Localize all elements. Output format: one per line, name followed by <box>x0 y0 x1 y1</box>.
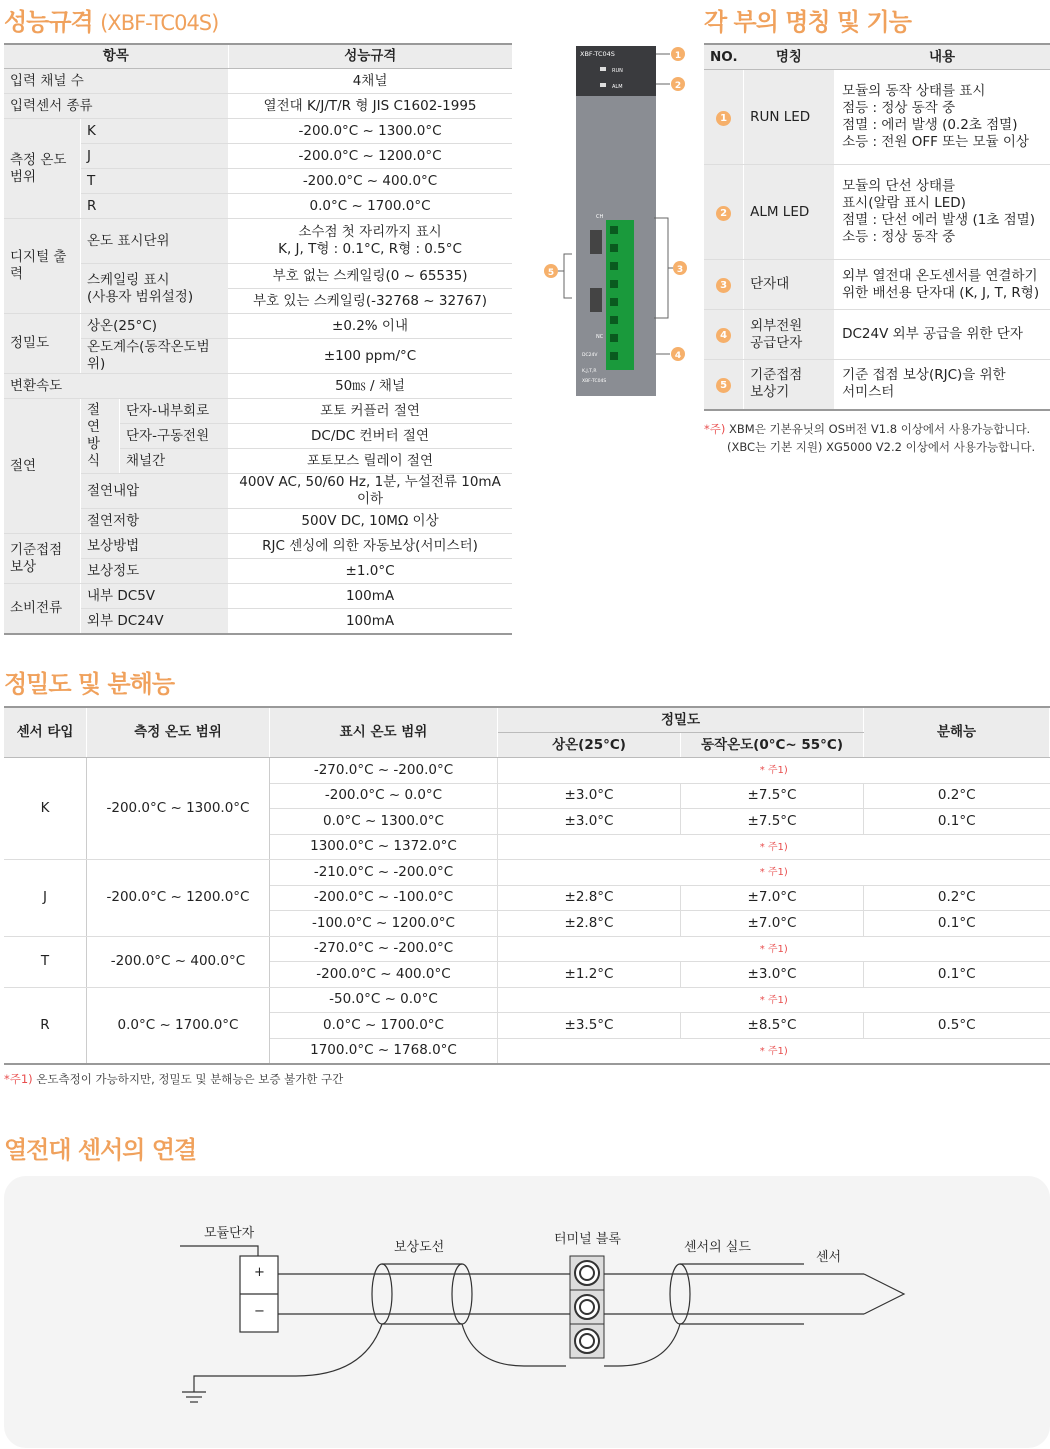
alm-led <box>600 83 606 87</box>
terminal-block-icon <box>570 1256 604 1358</box>
acc-room: ±3.0°C <box>498 783 681 809</box>
acc-header-range: 측정 온도 범위 <box>87 707 270 758</box>
acc-header-operating: 동작온도(0°C~ 55°C) <box>681 733 864 758</box>
svg-text:5: 5 <box>547 268 555 278</box>
part-name: 기준접점 <box>750 367 803 384</box>
resolution: 0.1°C <box>864 962 1050 988</box>
part-number-badge: 4 <box>716 328 731 343</box>
spec-sublabel: 상온(25°C) <box>81 314 229 339</box>
acc-operating: ±7.5°C <box>681 809 864 835</box>
label-comp-wire: 보상도선 <box>394 1240 445 1255</box>
svg-text:4: 4 <box>674 351 682 361</box>
sensor-type: T <box>4 936 87 987</box>
wiring-title: 열전대 센서의 연결 <box>4 1136 197 1164</box>
label-terminal-block: 터미널 블록 <box>554 1232 621 1247</box>
svg-text:3: 3 <box>676 265 684 275</box>
display-range: -100.0°C ~ 1200.0°C <box>270 911 498 937</box>
display-range: -200.0°C ~ 0.0°C <box>270 783 498 809</box>
wiring-diagram <box>4 1176 1050 1448</box>
spec-label: 입력센서 종류 <box>4 94 228 119</box>
spec-value: ±0.2% 이내 <box>228 314 512 339</box>
shield-ring-sensor-left <box>670 1264 690 1324</box>
accuracy-title: 정밀도 및 분해능 <box>4 670 174 698</box>
spec-value: 4채널 <box>228 69 512 94</box>
module-illustration <box>540 40 700 400</box>
acc-operating: ±7.0°C <box>681 911 864 937</box>
spec-sublabel: 온도 표시단위 <box>81 219 229 264</box>
acc-operating: ±8.5°C <box>681 1013 864 1039</box>
parts-note-2: (XBC는 기본 지원) XG5000 V2.2 이상에서 사용가능합니다. <box>727 440 1036 454</box>
spec-value: ±1.0°C <box>228 559 512 584</box>
resolution: 0.1°C <box>864 911 1050 937</box>
part-number-badge: 5 <box>716 378 731 393</box>
spec-title: 성능규격 (XBF-TC04S) <box>4 8 219 36</box>
part-name: RUN LED <box>744 70 835 165</box>
display-range: 0.0°C ~ 1700.0°C <box>270 1013 498 1039</box>
spec-value: ±100 ppm/°C <box>228 339 512 374</box>
spec-value: K, J, T형 : 0.1°C, R형 : 0.5°C <box>278 241 462 257</box>
spec-label: 디지털 출력 <box>4 219 81 314</box>
display-range: -270.0°C ~ -200.0°C <box>270 758 498 784</box>
part-desc: 점등 : 정상 동작 중 <box>842 100 956 116</box>
spec-value: 500V DC, 10MΩ 이상 <box>228 509 512 534</box>
label-plus: + <box>254 1265 265 1280</box>
sensor-type: K <box>4 758 87 860</box>
measure-range: 0.0°C ~ 1700.0°C <box>87 987 270 1064</box>
acc-header-type: 센서 타입 <box>4 707 87 758</box>
spec-label: 입력 채널 수 <box>4 69 228 94</box>
note-mark: *주1) <box>4 1072 33 1086</box>
spec-sublabel: 보상정도 <box>81 559 229 584</box>
part-desc: 모듈의 동작 상태를 표시 <box>842 83 986 99</box>
acc-room: ±2.8°C <box>498 911 681 937</box>
spec-sublabel: 절연 방식 <box>81 399 120 474</box>
parts-header-desc: 내용 <box>834 44 1050 70</box>
note-mark: * 주1) <box>759 994 788 1006</box>
part-number-badge: 2 <box>716 206 731 221</box>
spec-value: 50㎳ / 채널 <box>228 374 512 399</box>
sensor-type: J <box>4 860 87 937</box>
spec-value: DC/DC 컨버터 절연 <box>228 424 512 449</box>
part-desc: 소등 : 전원 OFF 또는 모듈 이상 <box>842 134 1029 150</box>
acc-room: ±1.2°C <box>498 962 681 988</box>
shield-drain-left <box>462 1324 566 1366</box>
spec-value: 부호 없는 스케일링(0 ~ 65535) <box>228 264 512 289</box>
rjc-sensor-1 <box>590 230 602 254</box>
module-line <box>180 1246 258 1256</box>
rjc-sensor-2 <box>590 288 602 312</box>
spec-value: 소수점 첫 자리까지 표시 <box>298 224 442 240</box>
spec-value: 0.0°C ~ 1700.0°C <box>228 194 512 219</box>
display-range: -210.0°C ~ -200.0°C <box>270 860 498 886</box>
run-led <box>600 67 606 71</box>
part-number-badge: 1 <box>716 111 731 126</box>
sensor-type: R <box>4 987 87 1064</box>
note-mark: * 주1) <box>759 1045 788 1057</box>
note-text: 온도측정이 가능하지만, 정밀도 및 분해능은 보증 불가한 구간 <box>36 1072 344 1086</box>
measure-range: -200.0°C ~ 1200.0°C <box>87 860 270 937</box>
note-mark: * 주1) <box>759 943 788 955</box>
label-sensor-shield: 센서의 실드 <box>684 1240 751 1255</box>
acc-operating: ±7.0°C <box>681 885 864 911</box>
spec-value: RJC 센싱에 의한 자동보상(서미스터) <box>228 534 512 559</box>
module-alm-label: ALM <box>612 84 623 90</box>
note-text: XBM은 기본유닛의 OS버전 V1.8 이상에서 사용가능합니다. <box>729 422 1031 436</box>
spec-sublabel: (사용자 범위설정) <box>87 288 194 305</box>
spec-sublabel: 내부 DC5V <box>81 584 229 609</box>
note-mark: *주) <box>704 422 726 436</box>
module-dc24-label: DC24V <box>582 353 598 358</box>
spec-value: -200.0°C ~ 400.0°C <box>228 169 512 194</box>
part-desc: 소등 : 정상 동작 중 <box>842 229 956 245</box>
label-sensor: 센서 <box>816 1250 842 1265</box>
svg-text:1: 1 <box>674 51 682 61</box>
spec-sublabel: 절연내압 <box>81 474 229 509</box>
spec-label: 정밀도 <box>4 314 81 374</box>
spec-sublabel: R <box>81 194 229 219</box>
acc-operating: ±3.0°C <box>681 962 864 988</box>
part-desc: 서미스터 <box>842 384 895 401</box>
resolution: 0.2°C <box>864 885 1050 911</box>
measure-range: -200.0°C ~ 400.0°C <box>87 936 270 987</box>
acc-header-display: 표시 온도 범위 <box>270 707 498 758</box>
acc-room: ±3.0°C <box>498 809 681 835</box>
module-kjtr-label: K,J,T,R <box>582 369 597 374</box>
spec-sublabel: 단자-구동전원 <box>120 424 229 449</box>
label-module-terminal: 모듈단자 <box>204 1226 255 1241</box>
spec-sublabel: K <box>81 119 229 144</box>
spec-sublabel: J <box>81 144 229 169</box>
spec-sublabel: T <box>81 169 229 194</box>
shield-ring-right <box>452 1264 472 1324</box>
resolution: 0.2°C <box>864 783 1050 809</box>
spec-header-item: 항목 <box>4 44 228 69</box>
module-model-label: XBF-TC04S <box>580 50 615 58</box>
spec-value: 열전대 K/J/T/R 형 JIS C1602-1995 <box>228 94 512 119</box>
acc-header-resolution: 분해능 <box>864 707 1050 758</box>
display-range: -200.0°C ~ 400.0°C <box>270 962 498 988</box>
spec-sublabel: 온도계수(동작온도범위) <box>81 339 229 374</box>
part-name: 공급단자 <box>750 334 803 351</box>
shield-ring-left <box>372 1264 392 1324</box>
wiring-svg <box>4 1176 1050 1448</box>
display-range: -200.0°C ~ -100.0°C <box>270 885 498 911</box>
spec-table <box>4 43 512 635</box>
note-mark: * 주1) <box>759 867 788 879</box>
note-mark: * 주1) <box>759 841 788 853</box>
part-name: 단자대 <box>744 260 835 310</box>
spec-value: 부호 있는 스케일링(-32768 ~ 32767) <box>228 289 512 314</box>
display-range: 1700.0°C ~ 1768.0°C <box>270 1038 498 1064</box>
module-ch-label: CH <box>596 214 604 220</box>
spec-label: 소비전류 <box>4 584 81 635</box>
shield-drain-right <box>604 1324 680 1366</box>
display-range: 1300.0°C ~ 1372.0°C <box>270 834 498 860</box>
resolution: 0.1°C <box>864 809 1050 835</box>
parts-note <box>704 421 1030 437</box>
spec-label: 기준접점 보상 <box>4 534 81 584</box>
spec-value: -200.0°C ~ 1300.0°C <box>228 119 512 144</box>
parts-table <box>704 43 1050 411</box>
part-desc: 점멸 : 단선 에러 발생 (1초 점멸) <box>842 212 1035 228</box>
acc-operating: ±7.5°C <box>681 783 864 809</box>
acc-header-room: 상온(25°C) <box>498 733 681 758</box>
parts-header-no: NO. <box>704 44 744 70</box>
accuracy-footnote <box>4 1071 343 1087</box>
module-bottom-label: XBF-TC04S <box>582 379 607 384</box>
part-name: 보상기 <box>750 384 790 401</box>
spec-header-value: 성능규격 <box>228 44 512 69</box>
parts-title: 각 부의 명칭 및 기능 <box>704 8 911 36</box>
part-name: ALM LED <box>744 165 835 260</box>
acc-header-accuracy: 정밀도 <box>498 707 864 733</box>
spec-sublabel: 스케일링 표시 <box>87 271 170 288</box>
spec-label: 변환속도 <box>4 374 228 399</box>
part-desc: 점멸 : 에러 발생 (0.2초 점멸) <box>842 117 1018 133</box>
spec-value: 포토 커플러 절연 <box>228 399 512 424</box>
spec-value: 100mA <box>228 584 512 609</box>
spec-label: 측정 온도 범위 <box>4 119 81 219</box>
spec-value: 포토모스 릴레이 절연 <box>228 449 512 474</box>
module-run-label: RUN <box>612 68 623 74</box>
resolution: 0.5°C <box>864 1013 1050 1039</box>
parts-header-name: 명칭 <box>744 44 835 70</box>
note-mark: * 주1) <box>759 765 788 777</box>
label-minus: − <box>254 1304 265 1319</box>
part-number-badge: 3 <box>716 278 731 293</box>
part-desc: 외부 열전대 온도센서를 연결하기 <box>842 267 1038 284</box>
acc-room: ±3.5°C <box>498 1013 681 1039</box>
part-desc: DC24V 외부 공급을 위한 단자 <box>834 310 1050 360</box>
measure-range: -200.0°C ~ 1300.0°C <box>87 758 270 860</box>
spec-sublabel: 보상방법 <box>81 534 229 559</box>
ground-wire <box>194 1324 382 1392</box>
spec-sublabel: 채널간 <box>120 449 229 474</box>
sensor-tip <box>864 1274 904 1314</box>
part-desc: 모듈의 단선 상태를 <box>842 178 956 194</box>
display-range: -50.0°C ~ 0.0°C <box>270 987 498 1013</box>
display-range: 0.0°C ~ 1300.0°C <box>270 809 498 835</box>
spec-value: 400V AC, 50/60 Hz, 1분, 누설전류 10mA이하 <box>228 474 512 509</box>
spec-value: 100mA <box>228 609 512 635</box>
spec-sublabel: 단자-내부회로 <box>120 399 229 424</box>
part-desc: 표시(알람 표시 LED) <box>842 195 966 211</box>
part-desc: 위한 배선용 단자대 (K, J, T, R형) <box>842 284 1040 301</box>
svg-text:2: 2 <box>674 81 682 91</box>
spec-sublabel: 절연저항 <box>81 509 229 534</box>
module-nc-label: NC <box>596 334 604 340</box>
accuracy-table <box>4 706 1050 1065</box>
terminal-block <box>606 220 634 370</box>
spec-value: -200.0°C ~ 1200.0°C <box>228 144 512 169</box>
spec-sublabel: 외부 DC24V <box>81 609 229 635</box>
spec-label: 절연 <box>4 399 81 534</box>
display-range: -270.0°C ~ -200.0°C <box>270 936 498 962</box>
part-name: 외부전원 <box>750 317 803 334</box>
part-desc: 기준 접점 보상(RJC)을 위한 <box>842 367 1006 384</box>
acc-room: ±2.8°C <box>498 885 681 911</box>
